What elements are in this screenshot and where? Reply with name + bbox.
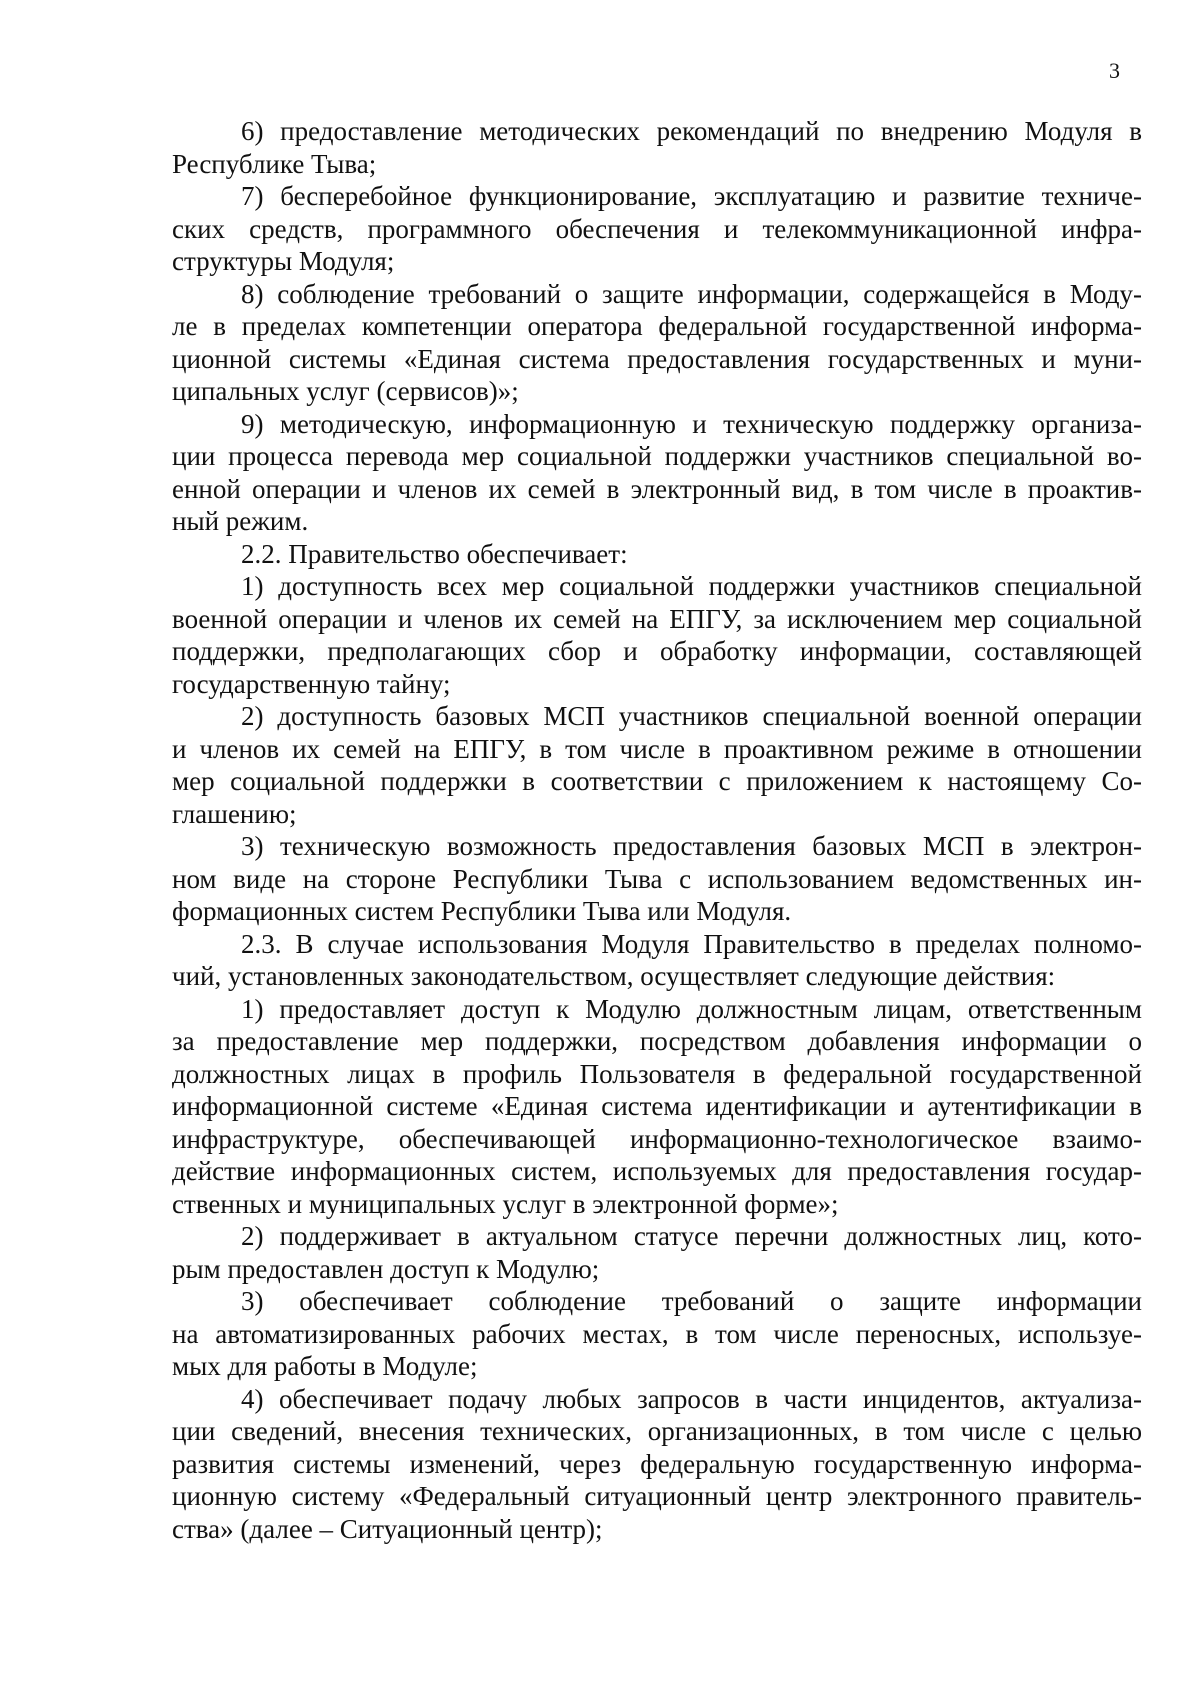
paragraph — [172, 570, 1142, 700]
text-line: рым предоставлен доступ к Модулю; — [172, 1253, 600, 1284]
paragraph — [172, 1383, 1142, 1546]
text-line: ционную систему «Федеральный ситуационный центр электронного правитель- — [172, 1481, 1142, 1511]
paragraph — [172, 278, 1142, 408]
text-line: ских средств, программного обеспечения и телекоммуникационной инфра- — [172, 213, 1142, 244]
text-line: 2.3. В случае использования Модуля Правительство в пределах полномо- — [241, 928, 1142, 959]
page-number: 3 — [1109, 58, 1120, 83]
text-line: 2.2. Правительство обеспечивает: — [241, 538, 628, 569]
text-line: чий, установленных законодательством, осуществляет следующие действия: — [172, 961, 1056, 991]
paragraph — [172, 538, 1142, 571]
text-line: ства» (далее – Ситуационный центр); — [172, 1513, 603, 1544]
text-line: 1) доступность всех мер социальной поддержки участников специальной — [241, 571, 1142, 601]
text-line: 7) бесперебойное функционирование, эксплуатацию и развитие техниче- — [241, 181, 1142, 211]
text-line: 6) предоставление методических рекомендаций по внедрению Модуля в — [241, 116, 1142, 146]
text-line: ном виде на стороне Республики Тыва с использованием ведомственных ин- — [172, 863, 1142, 894]
text-line: на автоматизированных рабочих местах, в том числе переносных, используе- — [172, 1318, 1142, 1349]
text-line: глашению; — [172, 798, 297, 829]
text-line: 2) доступность базовых МСП участников специальной военной операции — [241, 701, 1142, 731]
text-line: военной операции и членов их семей на ЕПГУ, за исключением мер социальной — [172, 603, 1142, 634]
text-line: 9) методическую, информационную и техническую поддержку организа- — [241, 408, 1142, 439]
text-line: ный режим. — [172, 506, 309, 536]
text-line: структуры Модуля; — [172, 246, 395, 276]
text-line: поддержки, предполагающих сбор и обработку информации, составляющей — [172, 636, 1142, 666]
text-line: мых для работы в Модуле; — [172, 1351, 478, 1381]
paragraph — [172, 928, 1142, 993]
text-line: мер социальной поддержки в соответствии с приложением к настоящему Со- — [172, 766, 1142, 796]
text-line: информационной системе «Единая система идентификации и аутентификации в — [172, 1091, 1142, 1121]
text-line: ле в пределах компетенции оператора федеральной государственной информа- — [172, 311, 1142, 341]
text-line: инфраструктуре, обеспечивающей информационно-технологическое взаимо- — [172, 1123, 1142, 1154]
text-line: 8) соблюдение требований о защите информации, содержащейся в Моду- — [241, 278, 1142, 309]
paragraph — [172, 180, 1142, 278]
text-line: действие информационных систем, используемых для предоставления государ- — [172, 1156, 1142, 1186]
text-line: 1) предоставляет доступ к Модулю должностным лицам, ответственным — [241, 993, 1142, 1024]
paragraph — [172, 830, 1142, 928]
text-line: ционной системы «Единая система предоставления государственных и муни- — [172, 343, 1142, 374]
paragraph — [172, 408, 1142, 538]
text-line: государственную тайну; — [172, 668, 451, 699]
paragraph — [172, 1285, 1142, 1383]
paragraph — [172, 115, 1142, 180]
text-line: ции сведений, внесения технических, организационных, в том числе с целью — [172, 1416, 1142, 1446]
paragraph — [172, 1220, 1142, 1285]
text-line: и членов их семей на ЕПГУ, в том числе в проактивном режиме в отношении — [172, 733, 1142, 764]
text-line: ции процесса перевода мер социальной поддержки участников специальной во- — [172, 441, 1142, 471]
text-line: ципальных услуг (сервисов)»; — [172, 376, 519, 406]
text-line: формационных систем Республики Тыва или Модуля. — [172, 896, 792, 926]
text-line: 4) обеспечивает подачу любых запросов в части инцидентов, актуализа- — [241, 1383, 1142, 1414]
text-line: енной операции и членов их семей в электронный вид, в том числе в проактив- — [172, 473, 1142, 504]
paragraph — [172, 993, 1142, 1221]
text-line: за предоставление мер поддержки, посредством добавления информации о — [172, 1026, 1142, 1056]
text-line: Республике Тыва; — [172, 148, 377, 179]
paragraph — [172, 700, 1142, 830]
document-body — [172, 115, 1142, 1545]
text-line: ственных и муниципальных услуг в электронной форме»; — [172, 1188, 839, 1219]
text-line: 3) обеспечивает соблюдение требований о защите информации — [241, 1286, 1142, 1316]
text-line: 3) техническую возможность предоставления базовых МСП в электрон- — [241, 831, 1142, 861]
text-line: развития системы изменений, через федеральную государственную информа- — [172, 1448, 1142, 1479]
text-line: должностных лицах в профиль Пользователя в федеральной государственной — [172, 1058, 1142, 1089]
text-line: 2) поддерживает в актуальном статусе перечни должностных лиц, кото- — [241, 1221, 1142, 1251]
